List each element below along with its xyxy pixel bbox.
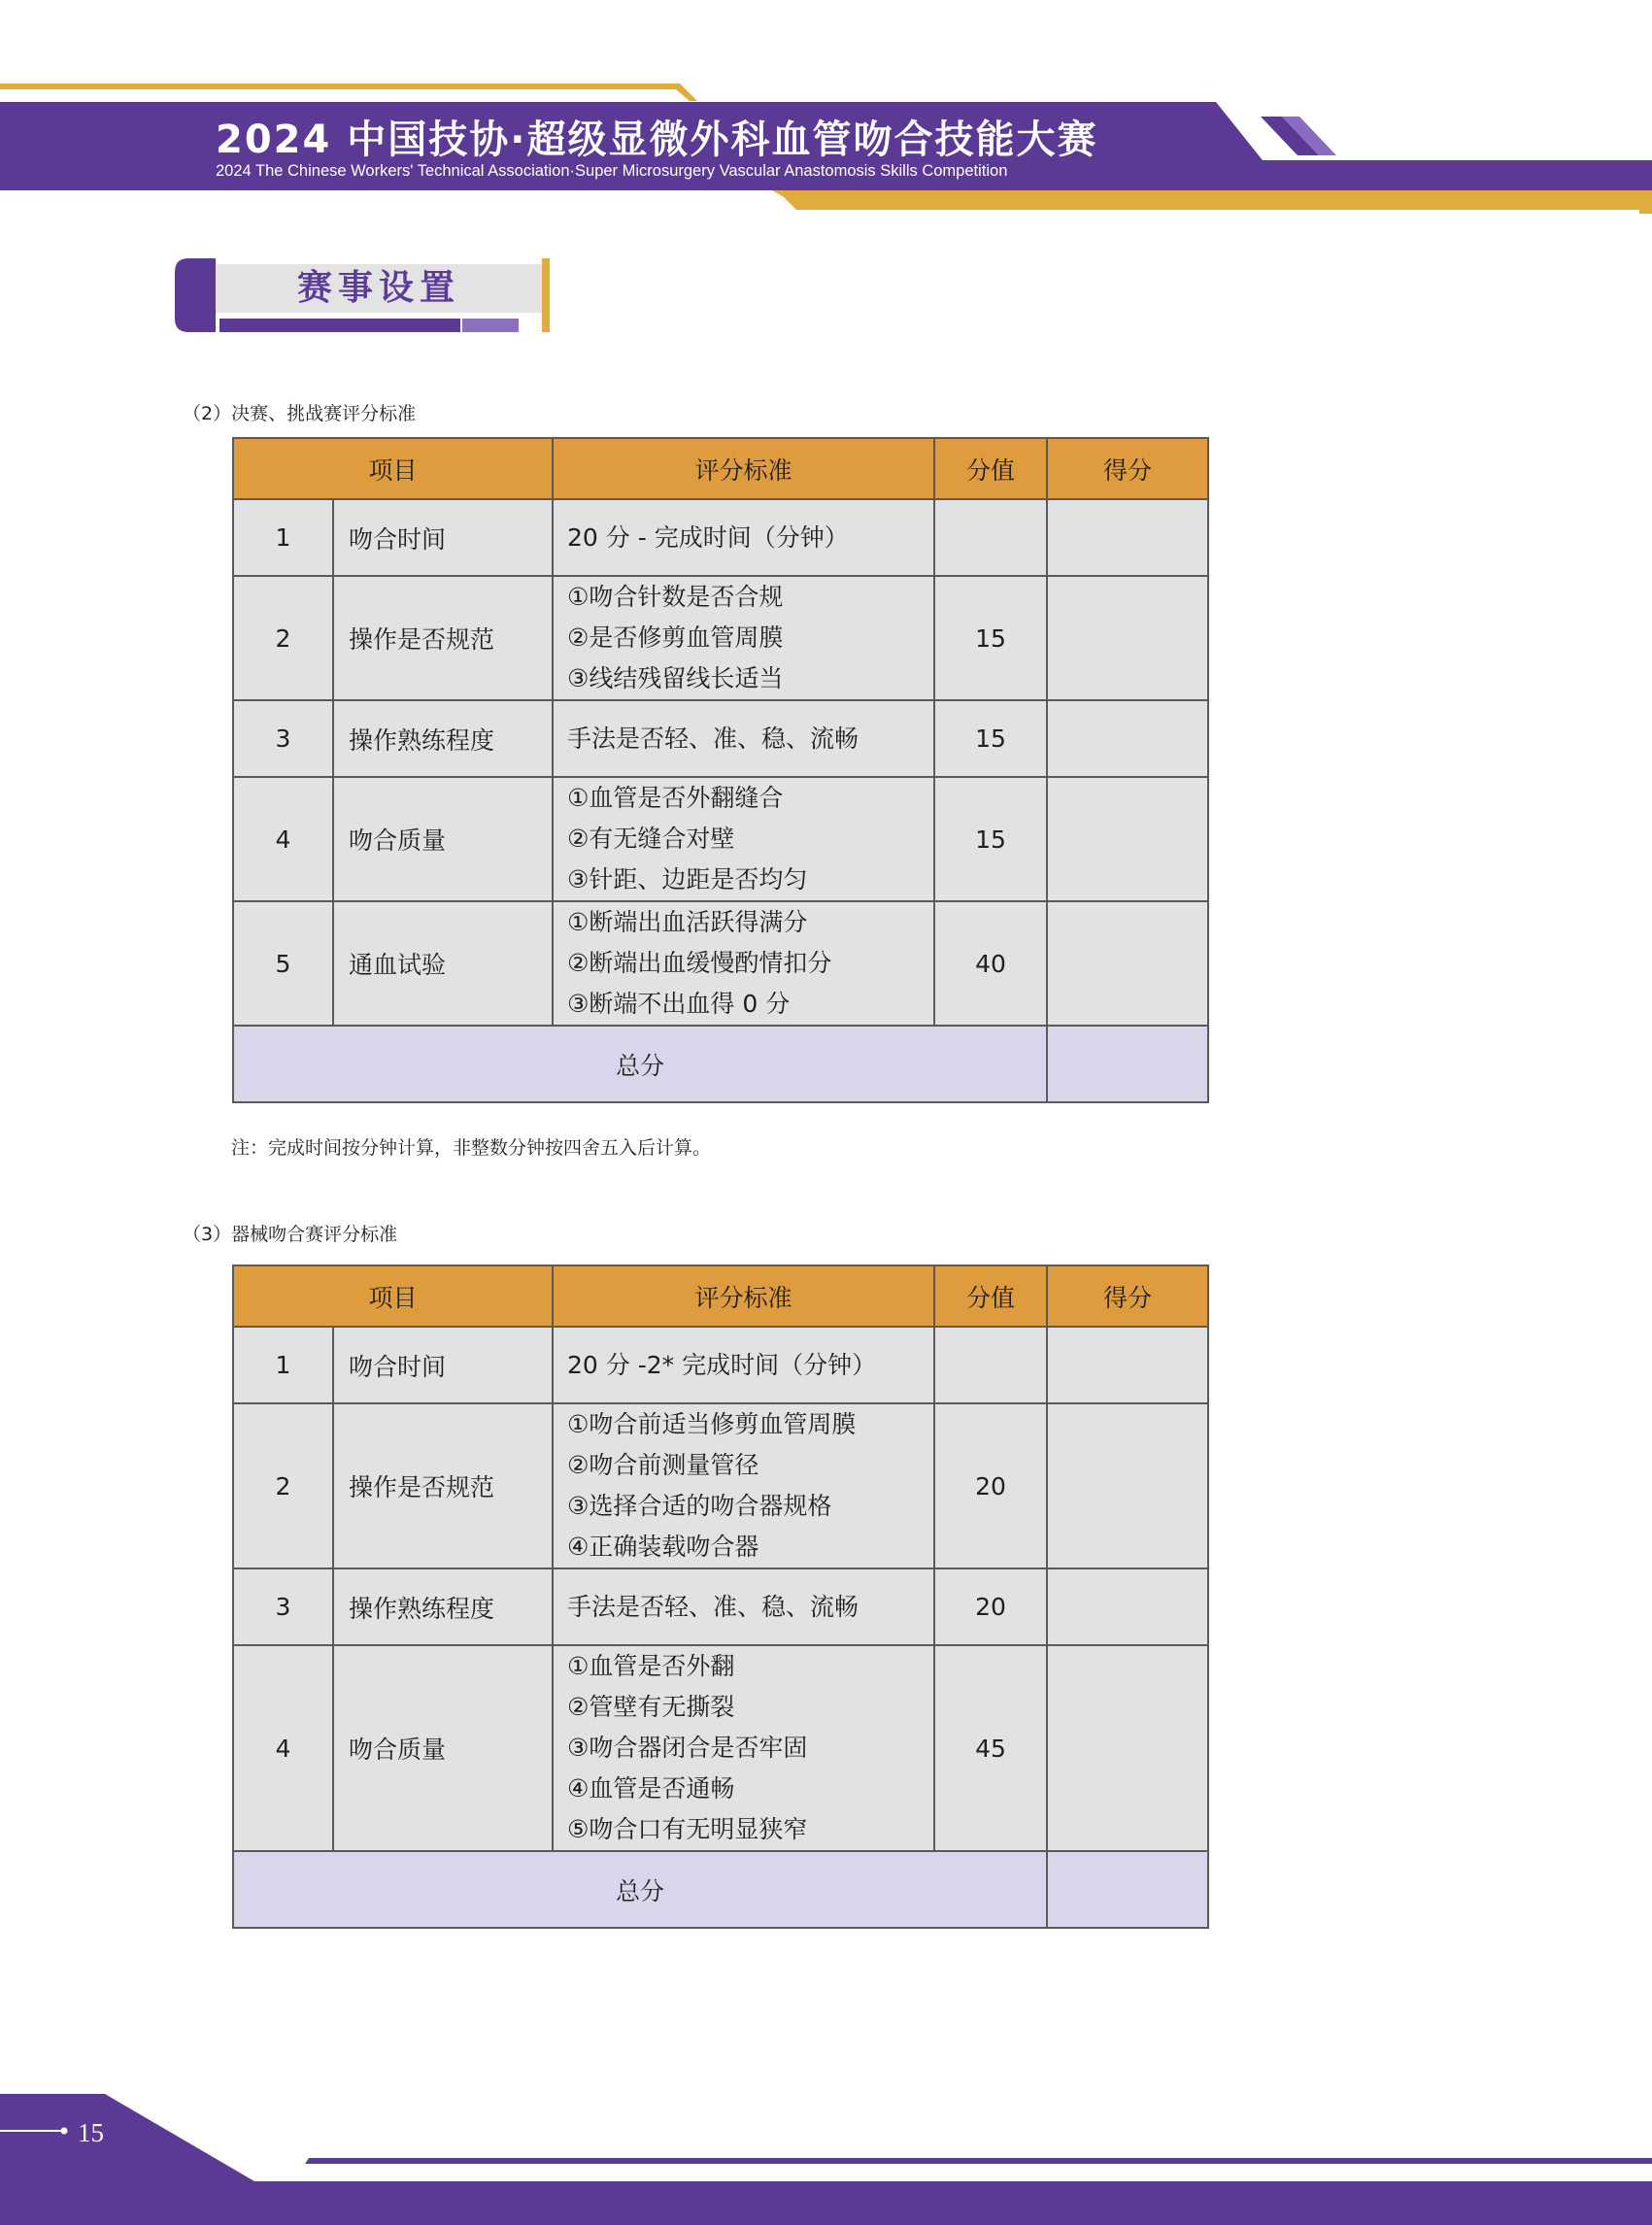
row-score-cell	[1047, 576, 1208, 700]
table-row	[233, 1568, 1208, 1645]
table-row	[233, 576, 1208, 700]
row-item: 吻合时间	[333, 499, 553, 576]
row-item: 吻合质量	[333, 1645, 553, 1851]
row-criteria	[553, 1327, 934, 1403]
table2-header-row	[233, 1265, 1208, 1327]
row-points: 15	[934, 700, 1047, 777]
row-number: 1	[233, 499, 333, 576]
table1-header-row	[233, 438, 1208, 499]
table-row	[233, 901, 1208, 1026]
total-label: 总分	[233, 1851, 1047, 1928]
footer-band	[0, 2088, 1652, 2225]
criteria-line: 手法是否轻、准、稳、流畅	[567, 1592, 860, 1621]
row-score-cell	[1047, 901, 1208, 1026]
criteria-line: ④正确装载吻合器	[567, 1533, 759, 1561]
row-item: 吻合质量	[333, 777, 553, 901]
row-number: 3	[233, 700, 333, 777]
row-points: 20	[934, 1403, 1047, 1568]
row-item: 操作熟练程度	[333, 1568, 553, 1645]
criteria-line: ⑤吻合口有无明显狭窄	[567, 1815, 808, 1843]
table-row	[233, 777, 1208, 901]
row-number: 4	[233, 777, 333, 901]
row-score-cell	[1047, 1403, 1208, 1568]
row-criteria	[553, 700, 934, 777]
row-score-cell	[1047, 777, 1208, 901]
table1-caption: （2）决赛、挑战赛评分标准	[183, 403, 417, 424]
criteria-line: ②是否修剪血管周膜	[567, 624, 784, 652]
criteria-line: ①血管是否外翻	[567, 1652, 735, 1680]
row-score-cell	[1047, 499, 1208, 576]
row-criteria	[553, 1645, 934, 1851]
row-criteria	[553, 901, 934, 1026]
table2-instrument-scoring	[232, 1264, 1209, 1929]
row-score-cell	[1047, 1645, 1208, 1851]
section-title: 赛事设置	[296, 268, 460, 308]
row-number: 1	[233, 1327, 333, 1403]
criteria-line: ④血管是否通畅	[567, 1774, 735, 1803]
criteria-line: ③选择合适的吻合器规格	[567, 1492, 832, 1520]
header-points: 分值	[934, 438, 1047, 499]
criteria-line: ③吻合器闭合是否牢固	[567, 1734, 808, 1762]
row-criteria	[553, 1568, 934, 1645]
table-row	[233, 499, 1208, 576]
total-score-cell	[1047, 1851, 1208, 1928]
criteria-line: 手法是否轻、准、稳、流畅	[567, 724, 860, 753]
row-number: 2	[233, 576, 333, 700]
page-number: 15	[78, 2118, 104, 2147]
table-row	[233, 1403, 1208, 1568]
header-criteria: 评分标准	[553, 1265, 934, 1327]
total-label: 总分	[233, 1026, 1047, 1102]
header-score: 得分	[1047, 1265, 1208, 1327]
header-score: 得分	[1047, 438, 1208, 499]
criteria-line: 20 分 -2* 完成时间（分钟）	[567, 1350, 877, 1379]
criteria-line: ②吻合前测量管径	[567, 1451, 759, 1479]
table2-caption: （3）器械吻合赛评分标准	[183, 1224, 398, 1245]
criteria-line: ②管壁有无撕裂	[567, 1693, 735, 1721]
row-number: 2	[233, 1403, 333, 1568]
criteria-line: 20 分 - 完成时间（分钟）	[567, 523, 849, 552]
row-score-cell	[1047, 1327, 1208, 1403]
criteria-line: ①血管是否外翻缝合	[567, 784, 784, 812]
header-criteria: 评分标准	[553, 438, 934, 499]
table1-note: 注：完成时间按分钟计算，非整数分钟按四舍五入后计算。	[231, 1137, 712, 1159]
row-score-cell	[1047, 1568, 1208, 1645]
criteria-line: ③线结残留线长适当	[567, 664, 784, 692]
criteria-line: ③针距、边距是否均匀	[567, 865, 808, 893]
table1-final-scoring	[232, 437, 1209, 1103]
row-item: 操作是否规范	[333, 576, 553, 700]
row-item: 操作是否规范	[333, 1403, 553, 1568]
row-item: 吻合时间	[333, 1327, 553, 1403]
row-item: 通血试验	[333, 901, 553, 1026]
table2-total-row	[233, 1851, 1208, 1928]
table1-total-row	[233, 1026, 1208, 1102]
row-criteria	[553, 499, 934, 576]
criteria-line: ③断端不出血得 0 分	[567, 990, 791, 1018]
row-criteria	[553, 576, 934, 700]
criteria-line: ②断端出血缓慢酌情扣分	[567, 949, 832, 977]
row-number: 4	[233, 1645, 333, 1851]
row-points: 40	[934, 901, 1047, 1026]
row-criteria	[553, 1403, 934, 1568]
row-criteria	[553, 777, 934, 901]
row-points	[934, 1327, 1047, 1403]
total-score-cell	[1047, 1026, 1208, 1102]
row-points	[934, 499, 1047, 576]
row-score-cell	[1047, 700, 1208, 777]
table-row	[233, 700, 1208, 777]
header-item: 项目	[233, 438, 553, 499]
row-item: 操作熟练程度	[333, 700, 553, 777]
table-row	[233, 1327, 1208, 1403]
criteria-line: ①吻合针数是否合规	[567, 583, 784, 611]
competition-subtitle: 2024 The Chinese Workers' Technical Association·Super Microsurgery Vascular Anastomosis Skills Competition	[216, 162, 1008, 180]
row-points: 15	[934, 777, 1047, 901]
criteria-line: ②有无缝合对壁	[567, 825, 735, 853]
row-points: 15	[934, 576, 1047, 700]
row-number: 5	[233, 901, 333, 1026]
competition-title: 2024 中国技协·超级显微外科血管吻合技能大赛	[216, 118, 1098, 162]
row-points: 45	[934, 1645, 1047, 1851]
table-row	[233, 1645, 1208, 1851]
criteria-line: ①断端出血活跃得满分	[567, 908, 808, 936]
row-number: 3	[233, 1568, 333, 1645]
header-points: 分值	[934, 1265, 1047, 1327]
row-points: 20	[934, 1568, 1047, 1645]
criteria-line: ①吻合前适当修剪血管周膜	[567, 1410, 857, 1438]
header-item: 项目	[233, 1265, 553, 1327]
